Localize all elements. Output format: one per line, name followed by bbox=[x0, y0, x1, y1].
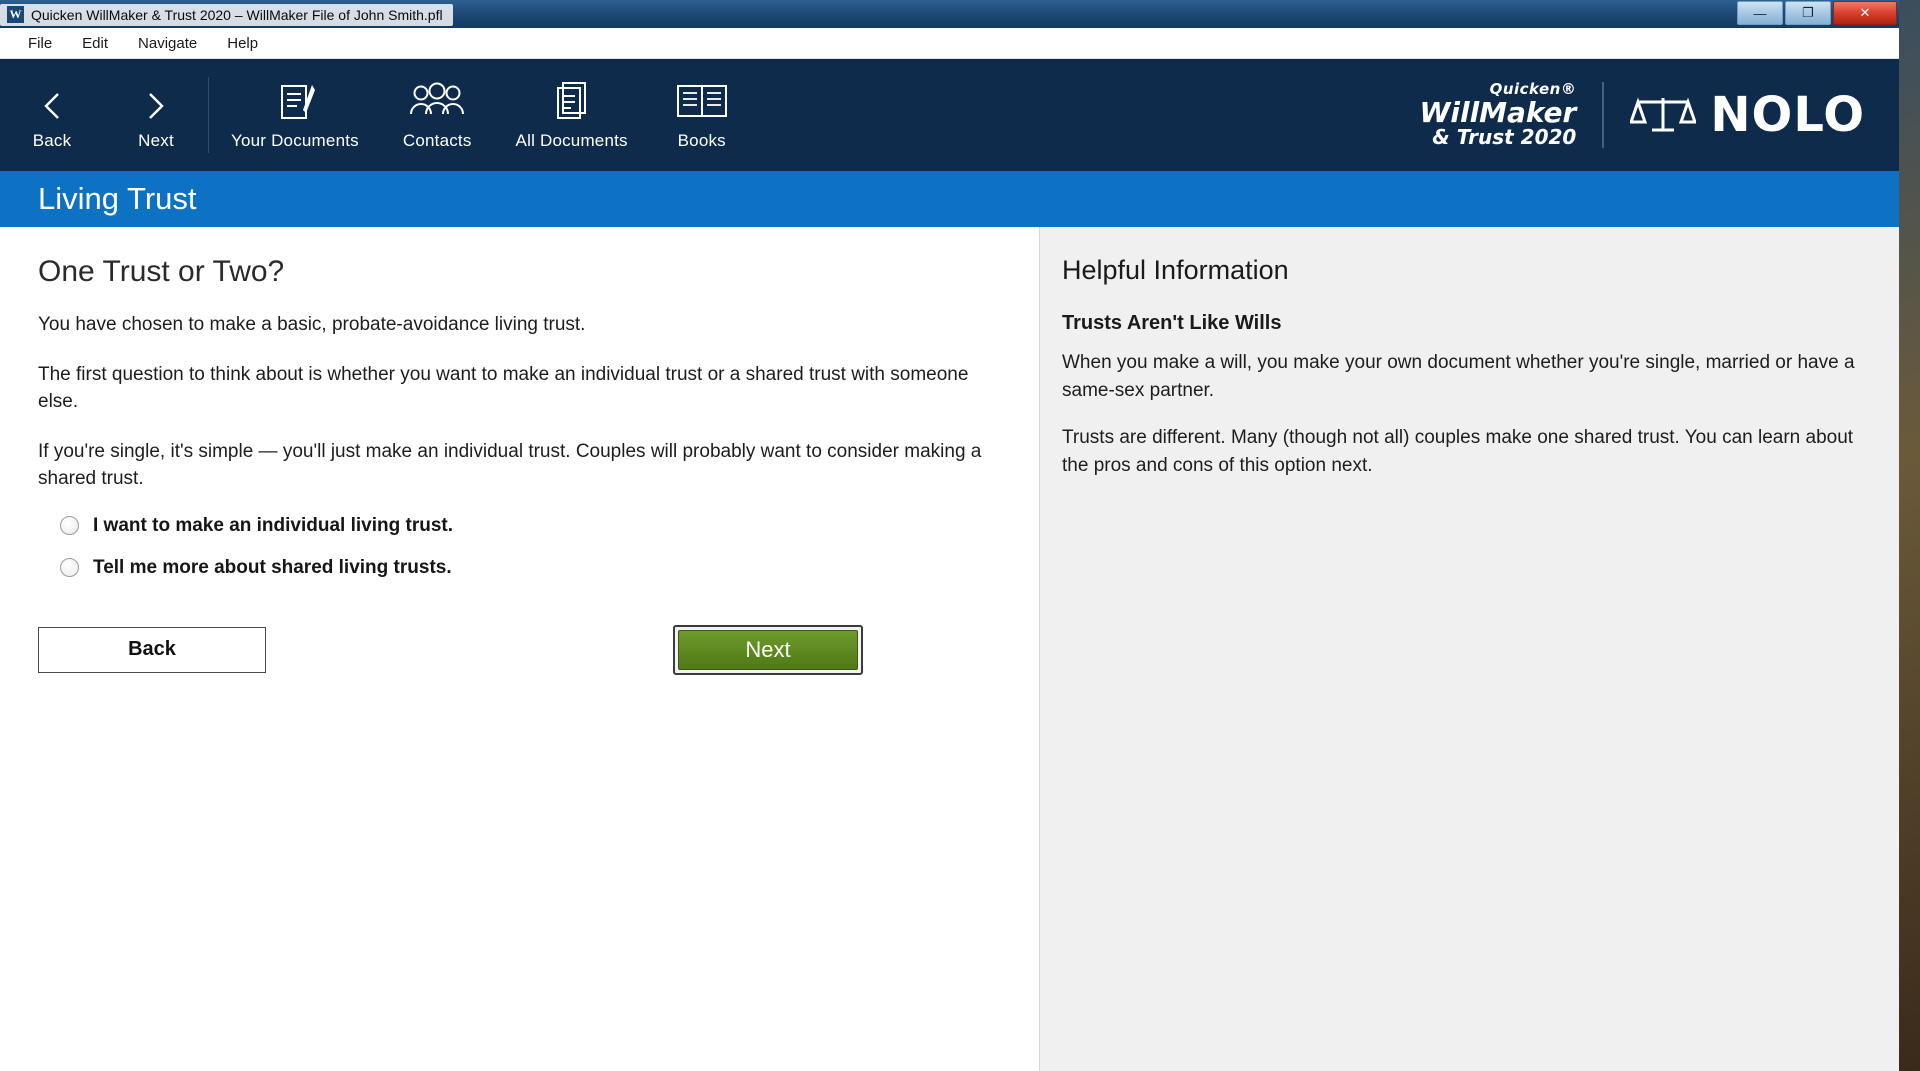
brand-area bbox=[1419, 59, 1899, 171]
intro-paragraph-3: If you're single, it's simple — you'll just make an individual trust. Couples will probably want to consider making a shared trust. bbox=[38, 440, 982, 490]
toolbar-your-documents-label: Your Documents bbox=[231, 130, 359, 150]
help-paragraph-1: When you make a will, you make your own document whether you're single, married or have a same-sex partner. bbox=[1062, 352, 1855, 401]
nolo-logo bbox=[1630, 87, 1865, 143]
willmaker-wordmark: WillMaker bbox=[1419, 95, 1577, 129]
next-button[interactable]: Next bbox=[678, 630, 858, 670]
title-bar bbox=[0, 0, 1899, 28]
toolbar-contacts-label: Contacts bbox=[402, 130, 472, 150]
toolbar-all-documents-label: All Documents bbox=[515, 130, 628, 150]
page-title: One Trust or Two? bbox=[38, 255, 285, 288]
chevron-right-icon bbox=[143, 80, 169, 124]
willmaker-logo bbox=[1419, 79, 1577, 150]
help-heading: Helpful Information bbox=[1062, 255, 1289, 285]
toolbar-books-label: Books bbox=[677, 130, 726, 150]
menu-item-navigate[interactable]: Navigate bbox=[138, 34, 198, 52]
content-area bbox=[0, 227, 1899, 1071]
app-logo-icon: W bbox=[7, 6, 24, 23]
main-toolbar bbox=[0, 59, 1899, 171]
help-subheading: Trusts Aren't Like Wills bbox=[1062, 312, 1282, 334]
main-pane bbox=[0, 227, 1040, 1071]
menu-item-edit[interactable]: Edit bbox=[82, 34, 109, 52]
option-individual-trust-label: I want to make an individual living trust. bbox=[93, 514, 453, 536]
window-title: Quicken WillMaker & Trust 2020 – WillMaker File of John Smith.pfl bbox=[31, 6, 443, 23]
option-shared-trust[interactable] bbox=[60, 557, 1001, 579]
scales-of-justice-icon bbox=[1630, 90, 1696, 141]
option-individual-trust[interactable] bbox=[60, 515, 1001, 537]
trust-year-wordmark: & Trust 2020 bbox=[1432, 125, 1577, 150]
radio-button-individual-trust[interactable] bbox=[60, 516, 79, 535]
menu-item-help[interactable]: Help bbox=[227, 34, 259, 52]
open-book-icon bbox=[674, 80, 730, 124]
chevron-left-icon bbox=[39, 80, 65, 124]
quicken-wordmark: Quicken® bbox=[1489, 79, 1577, 98]
section-title: Living Trust bbox=[38, 181, 197, 216]
documents-stack-icon bbox=[550, 80, 594, 124]
close-button[interactable]: ✕ bbox=[1833, 1, 1897, 25]
toolbar-books-button[interactable] bbox=[650, 59, 754, 171]
people-icon bbox=[407, 80, 467, 124]
toolbar-all-documents-button[interactable] bbox=[494, 59, 650, 171]
next-button-focus-ring bbox=[673, 625, 863, 675]
toolbar-back-label: Back bbox=[32, 130, 72, 150]
menu-item-file[interactable]: File bbox=[28, 34, 53, 52]
radio-button-shared-trust[interactable] bbox=[60, 558, 79, 577]
maximize-button[interactable]: ❐ bbox=[1785, 1, 1831, 25]
navigation-buttons bbox=[38, 625, 1013, 675]
intro-paragraph-2: The first question to think about is whether you want to make an individual trust or a shared trust with someone else. bbox=[38, 363, 969, 413]
option-shared-trust-label: Tell me more about shared living trusts. bbox=[93, 556, 452, 578]
window-controls bbox=[1737, 1, 1897, 25]
toolbar-contacts-button[interactable] bbox=[381, 59, 494, 171]
title-bar-label-group bbox=[0, 4, 453, 26]
minimize-button[interactable]: — bbox=[1737, 1, 1783, 25]
document-pencil-icon bbox=[273, 80, 317, 124]
toolbar-next-label: Next bbox=[138, 130, 174, 150]
toolbar-next-button[interactable] bbox=[104, 59, 208, 171]
help-paragraph-2: Trusts are different. Many (though not all) couples make one shared trust. You can learn about the pros and cons of this option next. bbox=[1062, 427, 1854, 476]
brand-divider bbox=[1602, 82, 1604, 148]
help-pane bbox=[1040, 227, 1899, 1071]
toolbar-your-documents-button[interactable] bbox=[209, 59, 381, 171]
nolo-wordmark: NOLO bbox=[1710, 87, 1865, 143]
back-button[interactable]: Back bbox=[38, 627, 266, 673]
intro-paragraph-1: You have chosen to make a basic, probate-avoidance living trust. bbox=[38, 314, 586, 335]
section-header bbox=[0, 171, 1899, 227]
toolbar-back-button[interactable] bbox=[0, 59, 104, 171]
menu-bar bbox=[0, 28, 1899, 59]
